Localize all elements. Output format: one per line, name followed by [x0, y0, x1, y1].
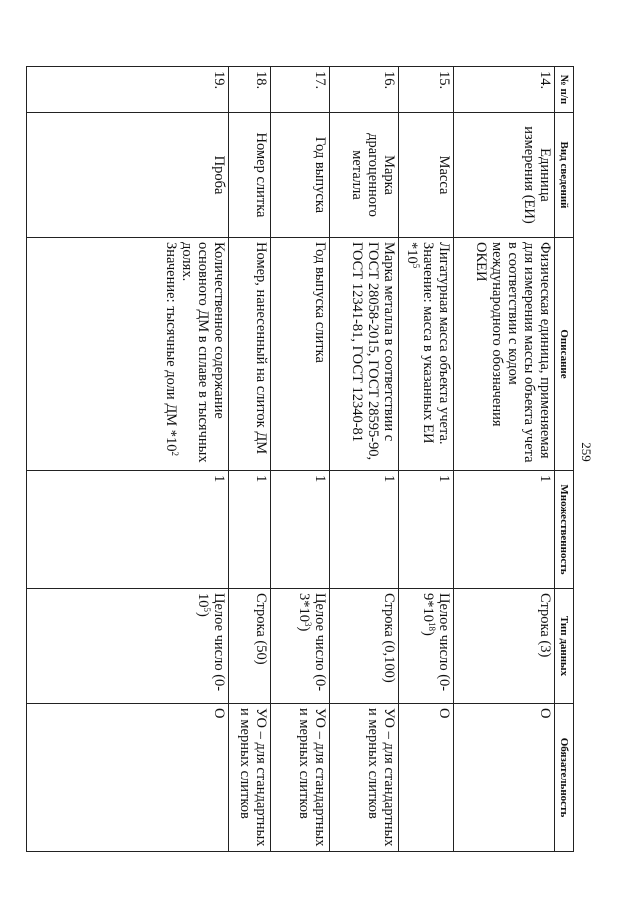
row-kind: Проба: [27, 113, 229, 238]
row-multiplicity: 1: [454, 471, 555, 589]
header-kind: Вид сведений: [555, 113, 574, 238]
data-table: [26, 66, 574, 852]
table-row: [454, 67, 555, 852]
row-description: Марка металла в соответствии с ГОСТ 28058-2015, ГОСТ 28595-90, ГОСТ 12341-81, ГОСТ 12340-81: [330, 238, 399, 471]
row-data-type: Целое число $(0-10^5)$: [27, 589, 229, 704]
row-kind: Год выпуска: [271, 113, 330, 238]
header-required: Обязательность: [555, 704, 574, 852]
row-required: О: [399, 704, 454, 852]
row-num: 15.: [399, 67, 454, 113]
row-description: Физическая единица, применяемая для измерения массы объекта учета в соответствии с кодом международного обозначения ОКЕИ: [454, 238, 555, 471]
row-data-type: Целое число $(0-9*10^{18})$: [399, 589, 454, 704]
header-num: № п/п: [555, 67, 574, 113]
row-num: 14.: [454, 67, 555, 113]
rotated-page: [47, 66, 574, 851]
row-description: Номер, нанесенный на слиток ДМ: [229, 238, 271, 471]
header-multiplicity: Множественность: [555, 471, 574, 589]
row-description: Количественное содержание основного ДМ в сплаве в тысячных долях. Значение: тысячные доли ДМ $*10^2$: [27, 238, 229, 471]
row-required: О: [454, 704, 555, 852]
row-data-type: Строка (3): [454, 589, 555, 704]
row-description: Лигатурная масса объекта учета. Значение: масса в указанных ЕИ $*10^5$: [399, 238, 454, 471]
header-description: Описание: [555, 238, 574, 471]
row-data-type: Целое число $(0-3*10^3)$: [271, 589, 330, 704]
table-row: [229, 67, 271, 852]
row-required: О: [27, 704, 229, 852]
table-row: [271, 67, 330, 852]
row-kind: Единица измерения (ЕИ): [454, 113, 555, 238]
row-num: 18.: [229, 67, 271, 113]
row-required: УО – для стандартных и мерных слитков: [330, 704, 399, 852]
table-row: [399, 67, 454, 852]
row-multiplicity: 1: [271, 471, 330, 589]
table-row: [330, 67, 399, 852]
row-required: УО – для стандартных и мерных слитков: [229, 704, 271, 852]
row-data-type: Строка (0,100): [330, 589, 399, 704]
row-kind: Номер слитка: [229, 113, 271, 238]
table-row: [27, 67, 229, 852]
row-description: Год выпуска слитка: [271, 238, 330, 471]
row-multiplicity: 1: [27, 471, 229, 589]
row-multiplicity: 1: [229, 471, 271, 589]
row-multiplicity: 1: [399, 471, 454, 589]
row-data-type: Строка (50): [229, 589, 271, 704]
row-multiplicity: 1: [330, 471, 399, 589]
header-row: [555, 67, 574, 852]
row-required: УО – для стандартных и мерных слитков: [271, 704, 330, 852]
row-num: 19.: [27, 67, 229, 113]
row-num: 16.: [330, 67, 399, 113]
row-num: 17.: [271, 67, 330, 113]
header-data-type: Тип данных: [555, 589, 574, 704]
row-kind: Масса: [399, 113, 454, 238]
row-kind: Марка драгоценного металла: [330, 113, 399, 238]
page-number: 259: [579, 442, 594, 462]
